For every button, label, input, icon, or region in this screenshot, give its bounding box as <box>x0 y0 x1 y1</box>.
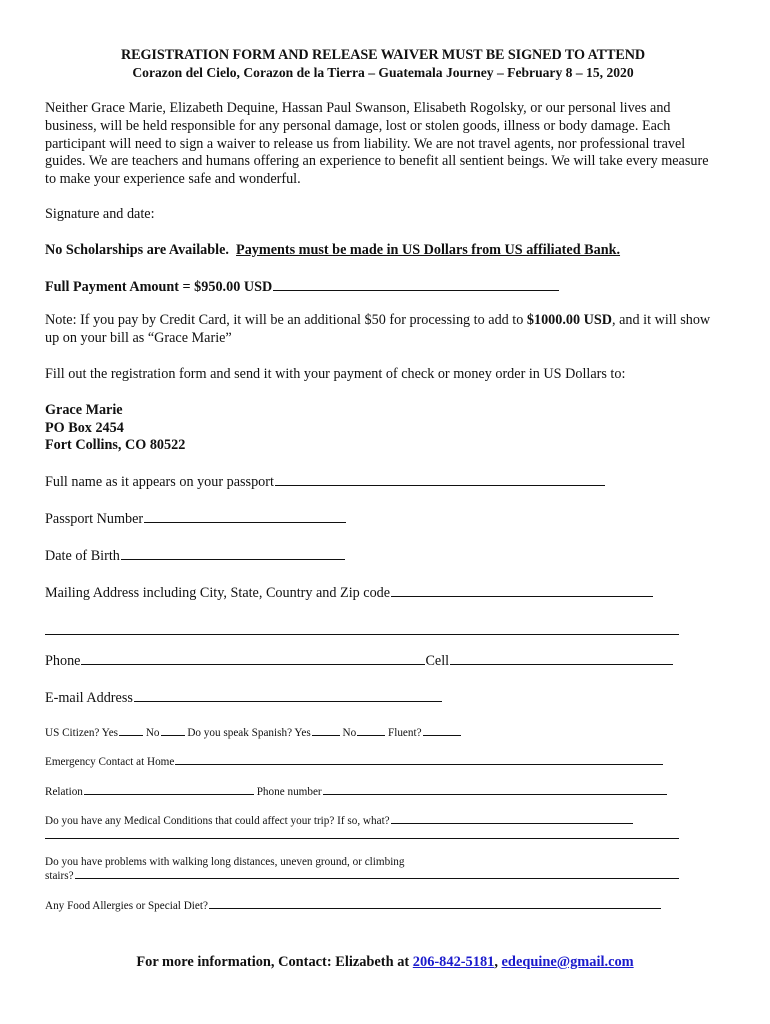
mailing-address-block <box>45 402 721 455</box>
allergies-field <box>45 899 721 914</box>
mailing-address-field <box>45 584 721 603</box>
signature-label: Signature and date: <box>45 205 155 222</box>
credit-note-amount: $1000.00 USD <box>526 312 613 329</box>
walking-label: Do you have problems with walking long distances, uneven ground, or climbing <box>45 855 405 868</box>
full-payment-line <box>45 278 721 297</box>
mailing-address-label: Mailing Address including City, State, Country and Zip code <box>45 584 391 601</box>
medical-label: Do you have any Medical Conditions that could affect your trip? If so, what? <box>45 815 390 828</box>
medical-blank[interactable] <box>391 814 633 824</box>
passport-number-blank[interactable] <box>144 510 346 523</box>
email-blank[interactable] <box>134 689 442 702</box>
us-dollars-note: Payments must be made in US Dollars from US affiliated Bank. <box>236 241 621 258</box>
walking-blank[interactable] <box>75 869 679 879</box>
cell-label: Cell <box>425 653 450 670</box>
contact-footer <box>0 954 770 971</box>
phone-label: Phone <box>45 653 81 670</box>
citizenship-line <box>45 726 721 741</box>
relation-phone-blank[interactable] <box>323 785 667 795</box>
fluent-label: Fluent? <box>387 726 422 739</box>
passport-number-label: Passport Number <box>45 510 144 527</box>
registration-form <box>45 46 721 913</box>
medical-extra-line[interactable] <box>45 831 721 839</box>
cell-blank[interactable] <box>450 652 673 665</box>
dob-label: Date of Birth <box>45 547 120 564</box>
full-payment-label: Full Payment Amount = $950.00 USD <box>45 278 273 295</box>
relation-field <box>45 785 721 800</box>
footer-separator: , <box>494 954 502 970</box>
email-label: E-mail Address <box>45 690 133 707</box>
waiver-paragraph: Neither Grace Marie, Elizabeth Dequine, Hassan Paul Swanson, Elisabeth Rogolsky, or our personal lives and business, will be held responsible for any personal damage, lost or stolen goods, illness or body damage. Each participant will need to sign a waiver to release us from liability. We are not travel agents, nor professional travel guides. We are teachers and humans offering an experience to benefit all sentient beings. We will take every measure to make your experience safe and wonderful. <box>45 100 709 188</box>
full-name-blank[interactable] <box>275 473 605 486</box>
emergency-contact-field <box>45 755 721 770</box>
phone-blank[interactable] <box>81 652 425 665</box>
contact-phone-link[interactable]: 206-842-5181 <box>412 954 495 970</box>
full-name-label: Full name as it appears on your passport <box>45 474 274 491</box>
mailing-address-extra-line[interactable] <box>45 622 721 635</box>
spanish-label: Do you speak Spanish? Yes <box>187 726 311 739</box>
full-payment-blank[interactable] <box>273 278 559 291</box>
address-name: Grace Marie <box>45 401 123 418</box>
form-title: REGISTRATION FORM AND RELEASE WAIVER MUST BE SIGNED TO ATTEND <box>120 47 646 63</box>
us-citizen-yes-blank[interactable] <box>119 726 143 736</box>
spanish-no-blank[interactable] <box>357 726 385 736</box>
spanish-yes-blank[interactable] <box>312 726 340 736</box>
address-city: Fort Collins, CO 80522 <box>45 437 186 454</box>
dob-field <box>45 547 721 566</box>
us-citizen-no-label: No <box>145 726 160 739</box>
allergies-label: Any Food Allergies or Special Diet? <box>45 899 208 912</box>
spanish-no-label: No <box>342 726 357 739</box>
mailing-address-blank[interactable] <box>391 584 653 597</box>
medical-field <box>45 814 721 829</box>
contact-email-link[interactable]: edequine@gmail.com <box>501 954 634 970</box>
credit-card-note <box>45 312 721 348</box>
allergies-blank[interactable] <box>209 899 661 909</box>
relation-label: Relation <box>45 785 83 798</box>
fluent-blank[interactable] <box>423 726 461 736</box>
us-citizen-no-blank[interactable] <box>161 726 185 736</box>
no-scholarships-text: No Scholarships are Available. <box>45 241 229 258</box>
emergency-contact-label: Emergency Contact at Home <box>45 756 175 769</box>
relation-phone-label: Phone number <box>256 785 322 798</box>
full-name-field <box>45 473 721 492</box>
send-instructions: Fill out the registration form and send it with your payment of check or money order in US Dollars to: <box>45 365 626 382</box>
walking-label-stairs: stairs? <box>45 870 74 883</box>
walking-field <box>45 855 721 884</box>
phone-field <box>45 652 721 671</box>
us-citizen-label: US Citizen? Yes <box>45 726 119 739</box>
form-subtitle: Corazon del Cielo, Corazon de la Tierra – Guatemala Journey – February 8 – 15, 2020 <box>132 65 634 80</box>
credit-note-suffix: , and it will show up on your bill as “Grace Marie” <box>45 312 711 347</box>
scholarship-line <box>45 242 721 260</box>
relation-blank[interactable] <box>84 785 254 795</box>
dob-blank[interactable] <box>121 547 345 560</box>
footer-text: For more information, Contact: Elizabeth at <box>136 954 413 970</box>
emergency-contact-blank[interactable] <box>175 755 663 765</box>
passport-number-field <box>45 510 721 529</box>
email-field <box>45 689 721 708</box>
credit-note-text: Note: If you pay by Credit Card, it will be an additional $50 for processing to add to <box>45 312 527 329</box>
address-po-box: PO Box 2454 <box>45 419 124 436</box>
